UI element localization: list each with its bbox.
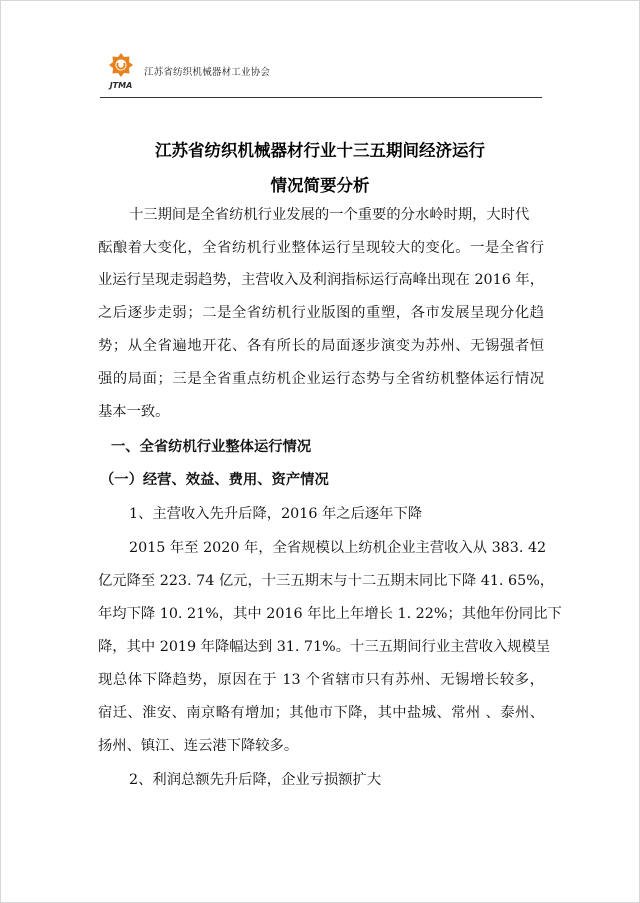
org-name: 江苏省纺织机械器材工业协会: [144, 67, 271, 78]
document-subtitle: 情况简要分析: [270, 176, 370, 195]
paragraph-line: 扬州、镇江、连云港下降较多。: [98, 738, 299, 754]
section-heading: 一、全省纺机行业整体运行情况: [111, 439, 312, 455]
paragraph-line: 十三期间是全省纺机行业发展的一个重要的分水岭时期，大时代: [129, 207, 530, 223]
item-heading: 1、主营收入先升后降，2016 年之后逐年下降: [129, 506, 423, 522]
subsection-heading: （一）经营、效益、费用、资产情况: [100, 472, 329, 488]
logo-text: JTMA: [109, 81, 133, 90]
paragraph-line: 宿迁、淮安、南京略有增加；其他市下降，其中盐城、常州 、泰州、: [98, 705, 544, 721]
paragraph-line: 之后逐步走弱；二是全省纺机行业版图的重塑，各市发展呈现分化趋: [98, 305, 544, 321]
jtma-logo: [106, 50, 136, 92]
paragraph-line: 强的局面；三是全省重点纺机企业运行态势与全省纺机整体运行情况: [98, 371, 544, 387]
paragraph-line: 势；从全省遍地开花、各有所长的局面逐步演变为苏州、无锡强者恒: [98, 338, 544, 354]
paragraph-line: 年均下降 10. 21%，其中 2016 年比上年增长 1. 22%；其他年份同比下: [98, 606, 562, 622]
item-heading: 2、利润总额先升后降，企业亏损额扩大: [129, 772, 382, 788]
paragraph-line: 酝酿着大变化，全省纺机行业整体运行呈现较大的变化。一是全省行: [98, 240, 544, 256]
paragraph-line: 降，其中 2019 年降幅达到 31. 71%。十三五期间行业主营收入规模呈: [98, 639, 551, 655]
paragraph-line: 基本一致。: [98, 404, 170, 420]
paragraph-line: 亿元降至 223. 74 亿元，十三五期末与十二五期末同比下降 41. 65%，: [98, 573, 555, 589]
paragraph-line: 业运行呈现走弱趋势，主营收入及利润指标运行高峰出现在 2016 年，: [98, 272, 544, 288]
letterhead: [100, 44, 542, 98]
paragraph-line: 现总体下降趋势，原因在于 13 个省辖市只有苏州、无锡增长较多，: [98, 672, 544, 688]
paragraph-line: 2015 年至 2020 年，全省规模以上纺机企业主营收入从 383. 42: [129, 540, 547, 556]
document-title: 江苏省纺织机械器材行业十三五期间经济运行: [155, 141, 485, 160]
